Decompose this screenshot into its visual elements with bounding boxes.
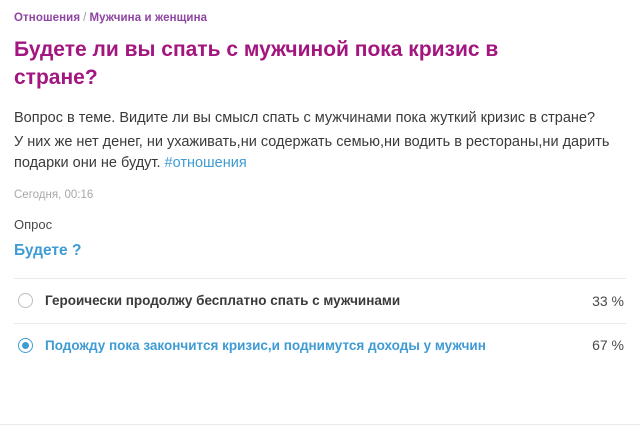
poll-option-1-percent: 33 % xyxy=(592,292,624,309)
poll-option-1-label: Героически продолжу бесплатно спать с мужчинами xyxy=(45,293,401,309)
post-body xyxy=(14,108,614,175)
post-paragraph-1: Вопрос в теме. Видите ли вы смысл спать с мужчинами пока жуткий кризис в стране? xyxy=(14,109,596,126)
hashtag-link[interactable]: #отношения xyxy=(164,155,247,172)
poll-option-2[interactable] xyxy=(14,323,626,368)
breadcrumb-link-root[interactable]: Отношения xyxy=(14,12,81,24)
post-paragraph-2-text: У них же нет денег, ни ухаживать,ни содержать семью,ни водить в рестораны,ни дарить подарки они не будут. xyxy=(14,133,610,172)
post-timestamp: Сегодня, 00:16 xyxy=(14,189,94,202)
poll-option-2-label: Подожду пока закончится кризис,и поднимутся доходы у мужчин xyxy=(45,337,486,353)
poll-option-2-percent: 67 % xyxy=(592,337,624,354)
radio-selected-icon[interactable] xyxy=(18,338,33,353)
poll-kicker: Опрос xyxy=(14,217,53,233)
breadcrumb-link-section[interactable]: Мужчина и женщина xyxy=(89,12,208,24)
post-paragraph-2 xyxy=(14,132,614,176)
page-title: Будете ли вы спать с мужчиной пока кризис в стране? xyxy=(14,38,499,89)
breadcrumb xyxy=(14,12,626,24)
radio-unselected-icon[interactable] xyxy=(18,293,33,308)
poll-question: Будете ? xyxy=(14,242,82,260)
breadcrumb-separator: / xyxy=(83,12,87,24)
poll xyxy=(14,217,626,367)
poll-option-1[interactable] xyxy=(14,278,626,323)
